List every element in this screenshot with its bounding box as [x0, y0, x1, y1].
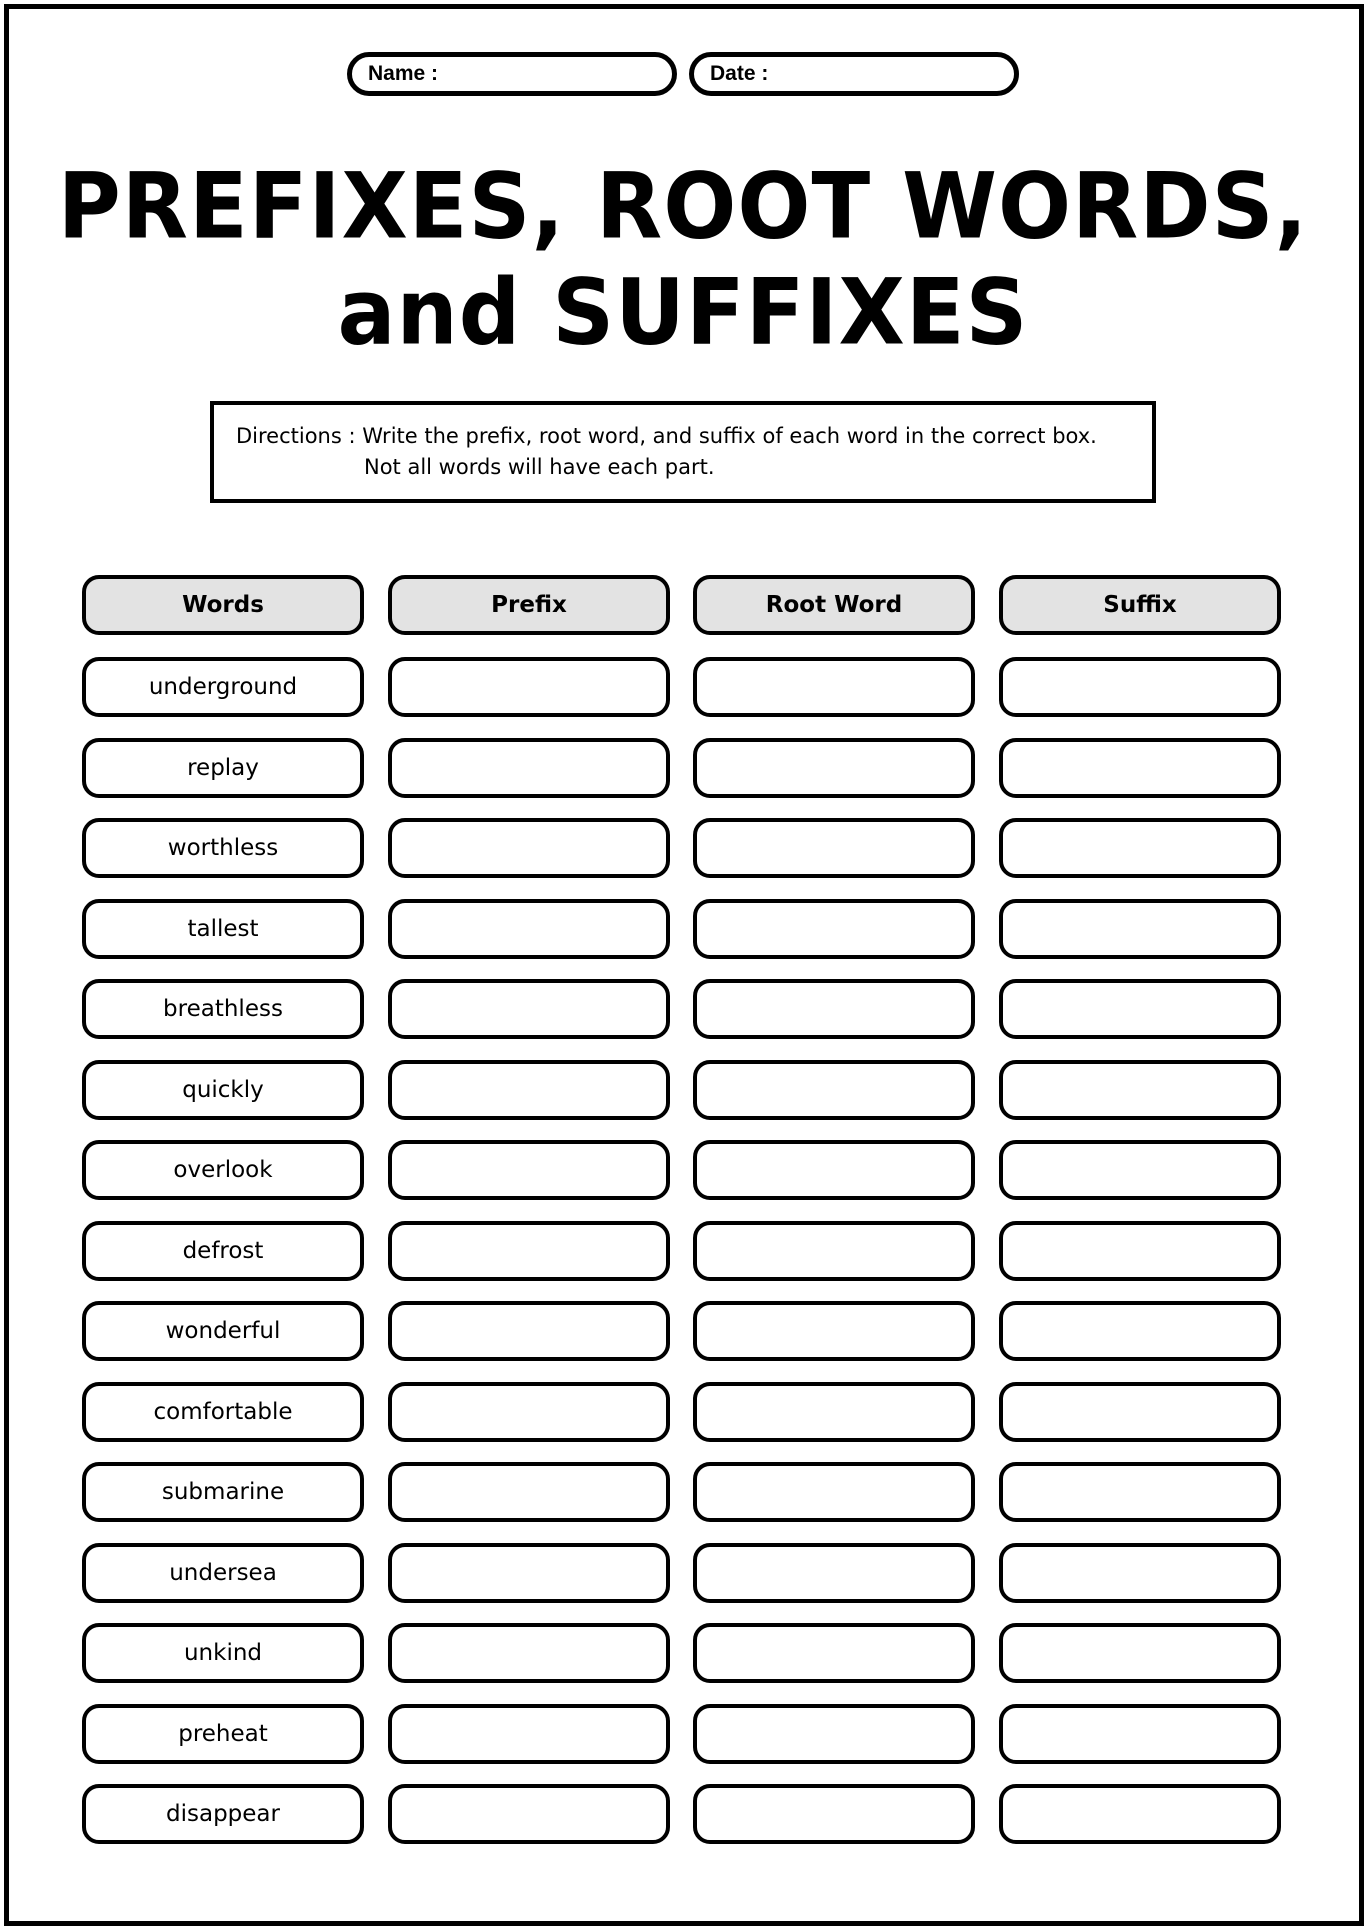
- root-word-answer-box[interactable]: [693, 899, 975, 959]
- suffix-answer-box[interactable]: [999, 979, 1281, 1039]
- prefix-answer-box[interactable]: [388, 979, 670, 1039]
- prefix-answer-box[interactable]: [388, 1623, 670, 1683]
- prefix-answer-box[interactable]: [388, 1704, 670, 1764]
- suffix-answer-box[interactable]: [999, 657, 1281, 717]
- date-label: Date :: [710, 62, 769, 85]
- root-word-answer-box[interactable]: [693, 1382, 975, 1442]
- name-label: Name :: [368, 62, 439, 85]
- root-word-answer-box[interactable]: [693, 1623, 975, 1683]
- word-cell: overlook: [82, 1140, 364, 1200]
- root-word-answer-box[interactable]: [693, 818, 975, 878]
- suffix-answer-box[interactable]: [999, 818, 1281, 878]
- column-header-words: Words: [82, 575, 364, 635]
- prefix-answer-box[interactable]: [388, 1382, 670, 1442]
- suffix-answer-box[interactable]: [999, 738, 1281, 798]
- root-word-answer-box[interactable]: [693, 1543, 975, 1603]
- suffix-answer-box[interactable]: [999, 1140, 1281, 1200]
- prefix-answer-box[interactable]: [388, 899, 670, 959]
- suffix-answer-box[interactable]: [999, 1784, 1281, 1844]
- column-header-suffix: Suffix: [999, 575, 1281, 635]
- word-cell: breathless: [82, 979, 364, 1039]
- directions-line-1: Directions : Write the prefix, root word, and suffix of each word in the correct box.: [236, 424, 1097, 448]
- suffix-answer-box[interactable]: [999, 1462, 1281, 1522]
- word-cell: submarine: [82, 1462, 364, 1522]
- word-cell: defrost: [82, 1221, 364, 1281]
- name-field[interactable]: [347, 52, 677, 96]
- suffix-answer-box[interactable]: [999, 1704, 1281, 1764]
- word-cell: quickly: [82, 1060, 364, 1120]
- word-cell: wonderful: [82, 1301, 364, 1361]
- suffix-answer-box[interactable]: [999, 1623, 1281, 1683]
- directions-box: [210, 401, 1156, 503]
- prefix-answer-box[interactable]: [388, 1140, 670, 1200]
- root-word-answer-box[interactable]: [693, 1060, 975, 1120]
- prefix-answer-box[interactable]: [388, 818, 670, 878]
- root-word-answer-box[interactable]: [693, 1140, 975, 1200]
- suffix-answer-box[interactable]: [999, 1221, 1281, 1281]
- title-line-1: PREFIXES, ROOT WORDS,: [57, 154, 1309, 260]
- prefix-answer-box[interactable]: [388, 1301, 670, 1361]
- directions-line-2: Not all words will have each part.: [364, 455, 715, 479]
- prefix-answer-box[interactable]: [388, 1462, 670, 1522]
- root-word-answer-box[interactable]: [693, 979, 975, 1039]
- suffix-answer-box[interactable]: [999, 1060, 1281, 1120]
- column-header-prefix: Prefix: [388, 575, 670, 635]
- suffix-answer-box[interactable]: [999, 1301, 1281, 1361]
- date-field[interactable]: [689, 52, 1019, 96]
- word-cell: comfortable: [82, 1382, 364, 1442]
- word-cell: undersea: [82, 1543, 364, 1603]
- word-cell: underground: [82, 657, 364, 717]
- prefix-answer-box[interactable]: [388, 1784, 670, 1844]
- prefix-answer-box[interactable]: [388, 657, 670, 717]
- prefix-answer-box[interactable]: [388, 1543, 670, 1603]
- suffix-answer-box[interactable]: [999, 1382, 1281, 1442]
- root-word-answer-box[interactable]: [693, 1221, 975, 1281]
- root-word-answer-box[interactable]: [693, 738, 975, 798]
- word-cell: disappear: [82, 1784, 364, 1844]
- word-cell: worthless: [82, 818, 364, 878]
- word-cell: preheat: [82, 1704, 364, 1764]
- suffix-answer-box[interactable]: [999, 1543, 1281, 1603]
- page-title: [0, 154, 1366, 366]
- prefix-answer-box[interactable]: [388, 1060, 670, 1120]
- root-word-answer-box[interactable]: [693, 1704, 975, 1764]
- prefix-answer-box[interactable]: [388, 738, 670, 798]
- word-cell: unkind: [82, 1623, 364, 1683]
- word-cell: replay: [82, 738, 364, 798]
- column-header-root-word: Root Word: [693, 575, 975, 635]
- prefix-answer-box[interactable]: [388, 1221, 670, 1281]
- root-word-answer-box[interactable]: [693, 1301, 975, 1361]
- root-word-answer-box[interactable]: [693, 1462, 975, 1522]
- suffix-answer-box[interactable]: [999, 899, 1281, 959]
- word-cell: tallest: [82, 899, 364, 959]
- root-word-answer-box[interactable]: [693, 657, 975, 717]
- title-line-2: and SUFFIXES: [337, 260, 1029, 366]
- root-word-answer-box[interactable]: [693, 1784, 975, 1844]
